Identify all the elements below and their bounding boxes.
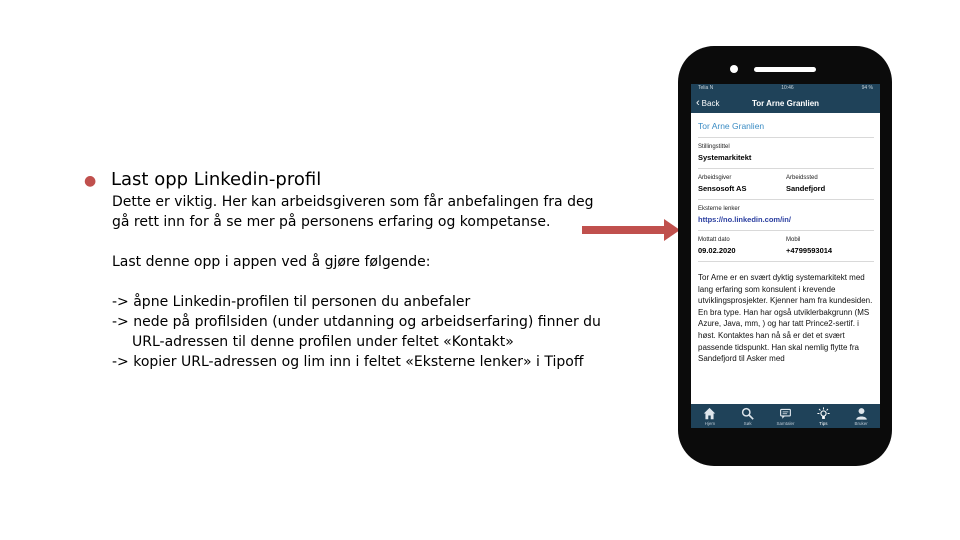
instruction-text bbox=[84, 168, 601, 372]
back-label: Back bbox=[701, 98, 720, 108]
bulb-icon bbox=[817, 407, 830, 420]
field-label: Mobil bbox=[786, 237, 801, 243]
external-links-field bbox=[698, 200, 874, 231]
tab-conversations[interactable] bbox=[767, 407, 803, 426]
status-bar bbox=[691, 84, 880, 93]
field-value: +4799593014 bbox=[786, 246, 833, 255]
mobile-field bbox=[786, 236, 874, 256]
field-label: Stillingstittel bbox=[698, 144, 730, 150]
page-title: Tor Arne Granlien bbox=[751, 98, 820, 108]
text-line: Dette er viktig. Her kan arbeidsgiveren som får anbefalingen fra deg bbox=[112, 194, 594, 210]
back-button[interactable] bbox=[696, 93, 719, 113]
profile-name-link[interactable]: Tor Arne Granlien bbox=[698, 113, 874, 138]
field-value: Sensosoft AS bbox=[698, 184, 747, 193]
field-label: Mottatt dato bbox=[698, 237, 730, 243]
phone-mockup bbox=[678, 46, 892, 466]
employer-field bbox=[698, 174, 786, 194]
field-value: Systemarkitekt bbox=[698, 153, 752, 162]
field-label: Arbeidssted bbox=[786, 175, 818, 181]
chat-icon bbox=[779, 407, 792, 420]
tab-label: Søk bbox=[743, 420, 752, 426]
text-line: gå rett inn for å se mer på personens erfaring og kompetanse. bbox=[112, 214, 551, 230]
battery-label: 94 % bbox=[861, 85, 873, 91]
home-icon bbox=[703, 407, 716, 420]
tab-label: Samtaler bbox=[776, 420, 795, 426]
field-label: Eksterne lenker bbox=[698, 206, 740, 212]
employer-row bbox=[698, 169, 874, 200]
nav-bar bbox=[691, 93, 880, 113]
field-value: Sandefjord bbox=[786, 184, 826, 193]
text-line: -> nede på profilsiden (under utdanning og arbeidserfaring) finner du bbox=[112, 314, 601, 330]
linkedin-url-link[interactable]: https://no.linkedin.com/in/ bbox=[698, 215, 791, 224]
carrier-label: Telia N bbox=[698, 85, 714, 91]
tab-label: Tips bbox=[819, 420, 828, 426]
camera-dot bbox=[730, 65, 738, 73]
date-mobile-row bbox=[698, 231, 874, 262]
chevron-left-icon: ‹ bbox=[696, 97, 700, 109]
bullet-title: Last opp Linkedin-profil bbox=[111, 169, 322, 190]
field-value: 09.02.2020 bbox=[698, 246, 736, 255]
bullet-dot-icon: ● bbox=[84, 173, 97, 189]
tab-label: Hjem bbox=[704, 420, 716, 426]
search-icon bbox=[741, 407, 754, 420]
tab-user[interactable] bbox=[843, 407, 879, 426]
recommendation-text: Tor Arne er en svært dyktig systemarkitekt med lang erfaring som konsulent i krevende utviklingsprosjekter. Kjenner ham fra kundesiden. En bra type. Han har også utviklerbakgrunn (MS Azure, Java, mm, ) og har tatt Prince2-sertif. i høst. Kontaktes han nå så er det et svært passende tidspunkt. Han skal nemlig flytte fra Sandefjord til Asker med bbox=[698, 273, 873, 364]
tab-label: Bruker bbox=[854, 420, 868, 426]
text-line: -> åpne Linkedin-profilen til personen du anbefaler bbox=[112, 294, 471, 310]
job-title-field bbox=[698, 138, 874, 169]
profile-details bbox=[691, 113, 880, 365]
received-date-field bbox=[698, 236, 786, 256]
workplace-field bbox=[786, 174, 874, 194]
bullet-item bbox=[84, 168, 584, 192]
phone-screen bbox=[691, 84, 880, 428]
clock-label: 10:46 bbox=[781, 85, 794, 91]
tab-tips[interactable] bbox=[805, 407, 841, 426]
tab-bar bbox=[691, 404, 880, 428]
text-line: Last denne opp i appen ved å gjøre følgende: bbox=[112, 254, 431, 270]
user-icon bbox=[855, 407, 868, 420]
text-line: URL-adressen til denne profilen under feltet «Kontakt» bbox=[132, 334, 514, 350]
text-line: -> kopier URL-adressen og lim inn i feltet «Eksterne lenker» i Tipoff bbox=[112, 354, 584, 370]
speaker-grille bbox=[754, 67, 816, 72]
tab-search[interactable] bbox=[730, 407, 766, 426]
field-label: Arbeidsgiver bbox=[698, 175, 732, 181]
right-arrow-icon bbox=[582, 219, 680, 241]
instruction-body bbox=[112, 192, 601, 372]
tab-home[interactable] bbox=[692, 407, 728, 426]
